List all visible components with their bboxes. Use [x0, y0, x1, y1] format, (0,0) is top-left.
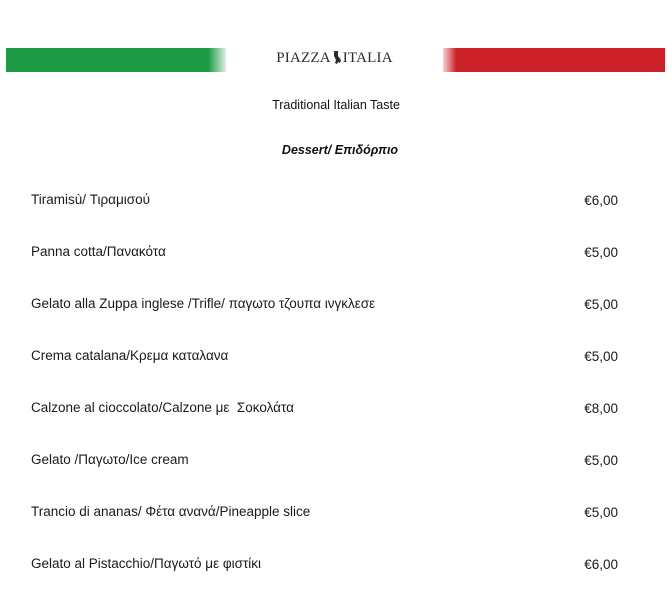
menu-item-price: €5,00: [584, 297, 618, 312]
menu-item-name: Tiramisù/ Τιραμισού: [31, 192, 150, 207]
brand-name-left: PIAZZA: [276, 49, 331, 66]
menu-item-name: Trancio di ananas/ Φέτα ανανά/Pineapple slice: [31, 504, 311, 519]
menu-item-price: €5,00: [584, 245, 618, 260]
menu-item: [0, 346, 672, 398]
menu-item: [0, 294, 672, 346]
menu-item: [0, 190, 672, 242]
menu-item-name: Gelato alla Zuppa inglese /Trifle/ παγωτο τζουπα ινγκλεσε: [31, 296, 376, 311]
menu-item-name: Gelato /Παγωτο/Ice cream: [31, 452, 189, 467]
brand-name-right: ITALIA: [342, 49, 393, 66]
menu-item-price: €6,00: [584, 193, 618, 208]
menu-item-price: €5,00: [584, 349, 618, 364]
menu-item: [0, 398, 672, 450]
menu-item: [0, 502, 672, 554]
dessert-menu-list: [0, 190, 672, 606]
tagline: Traditional Italian Taste: [272, 98, 400, 112]
italy-boot-icon: [332, 51, 342, 65]
menu-item: [0, 554, 672, 606]
menu-item-name: Gelato al Pistacchio/Παγωτό με φιστίκι: [31, 556, 262, 571]
menu-item-name: Calzone al cioccolato/Calzone με Σοκολάτα: [31, 400, 294, 415]
menu-item-name: Panna cotta/Πανακότα: [31, 244, 166, 259]
menu-item-price: €5,00: [584, 505, 618, 520]
menu-item: [0, 242, 672, 294]
flag-green-bar: [6, 48, 226, 72]
section-title: Dessert/ Επιδόρπιο: [281, 143, 399, 157]
flag-red-bar: [443, 48, 665, 72]
menu-item-price: €5,00: [584, 453, 618, 468]
menu-item: [0, 450, 672, 502]
menu-item-price: €6,00: [584, 557, 618, 572]
brand-logo: [226, 44, 443, 72]
menu-item-price: €8,00: [584, 401, 618, 416]
menu-item-name: Crema catalana/Κρεμα καταλανα: [31, 348, 229, 363]
